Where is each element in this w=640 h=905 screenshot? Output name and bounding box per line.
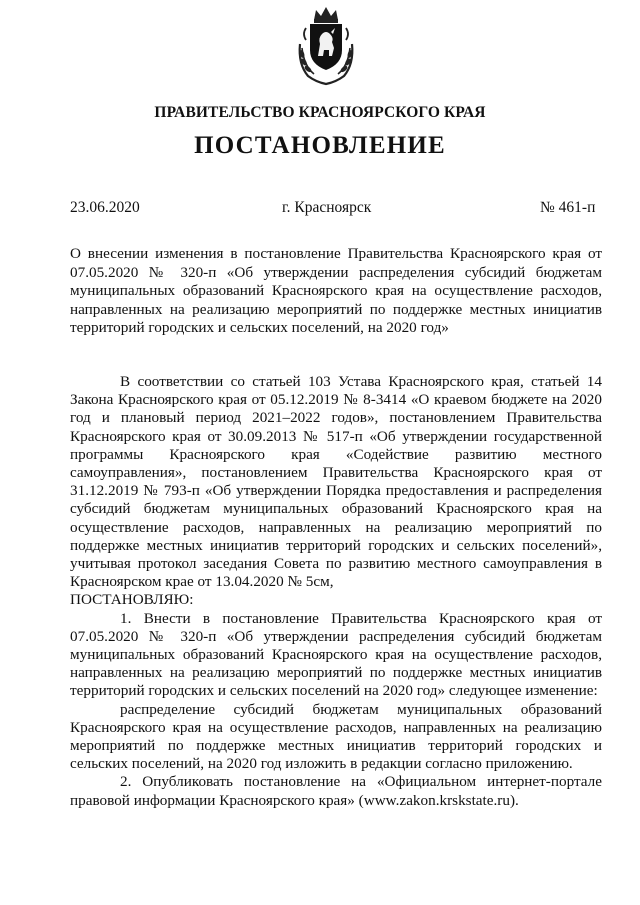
organization-title: ПРАВИТЕЛЬСТВО КРАСНОЯРСКОГО КРАЯ <box>154 104 486 121</box>
document-type-title: ПОСТАНОВЛЕНИЕ <box>194 132 446 159</box>
item-1-paragraph: 1. Внести в постановление Правительства Красноярского края от 07.05.2020 № 320-п «Об утверждении распределения субсидий бюджетам муниципальных образований Красноярского края на осуществление расходов, направленных на реализацию мероприятий по поддержке местных инициатив территорий городских и сельских поселений на 2020 год» следующее изменение: <box>70 609 602 700</box>
document-subject: О внесении изменения в постановление Правительства Красноярского края от 07.05.2020 № 320-п «Об утверждении распределения субсидий бюджетам муниципальных образований Красноярского края на осуществление расходов, направленных на реализацию мероприятий по поддержке местных инициатив территорий городских и сельских поселений, на 2020 год» <box>70 245 602 337</box>
document-city: г. Красноярск <box>282 199 372 216</box>
document-body <box>70 373 602 810</box>
document-date: 23.06.2020 <box>70 199 140 216</box>
document-number: № 461-п <box>540 199 596 216</box>
resolve-heading: ПОСТАНОВЛЯЮ: <box>70 591 194 609</box>
item-1-detail-paragraph: распределение субсидий бюджетам муниципальных образований Красноярского края на осуществление расходов, направленных на реализацию мероприятий по поддержке местных инициатив территорий городских и сельских поселений, на 2020 год изложить в редакции согласно приложению. <box>70 700 602 773</box>
item-2-paragraph: 2. Опубликовать постановление на «Официальном интернет-портале правовой информации Красноярского края» (www.zakon.krskstate.ru). <box>70 773 602 809</box>
krasnoyarsk-coat-of-arms-icon <box>294 4 358 86</box>
preamble-paragraph: В соответствии со статьей 103 Устава Красноярского края, статьей 14 Закона Красноярского края от 05.12.2019 № 8-3414 «О краевом бюджете на 2020 год и плановый период 2021–2022 годов», постановлением Правительства Красноярского края от 30.09.2013 № 517-п «Об утверждении государственной программы Красноярского края «Содействие развитию местного самоуправления», постановлением Правительства Красноярского края от 31.12.2019 № 793-п «Об утверждении Порядка предоставления и распределения субсидий бюджетам муниципальных образований Красноярского края на осуществление расходов, направленных на реализацию мероприятий по поддержке местных инициатив территорий городских и сельских поселений», учитывая протокол заседания Совета по развитию местного самоуправления в Красноярском крае от 13.04.2020 № 5см, <box>70 373 602 591</box>
